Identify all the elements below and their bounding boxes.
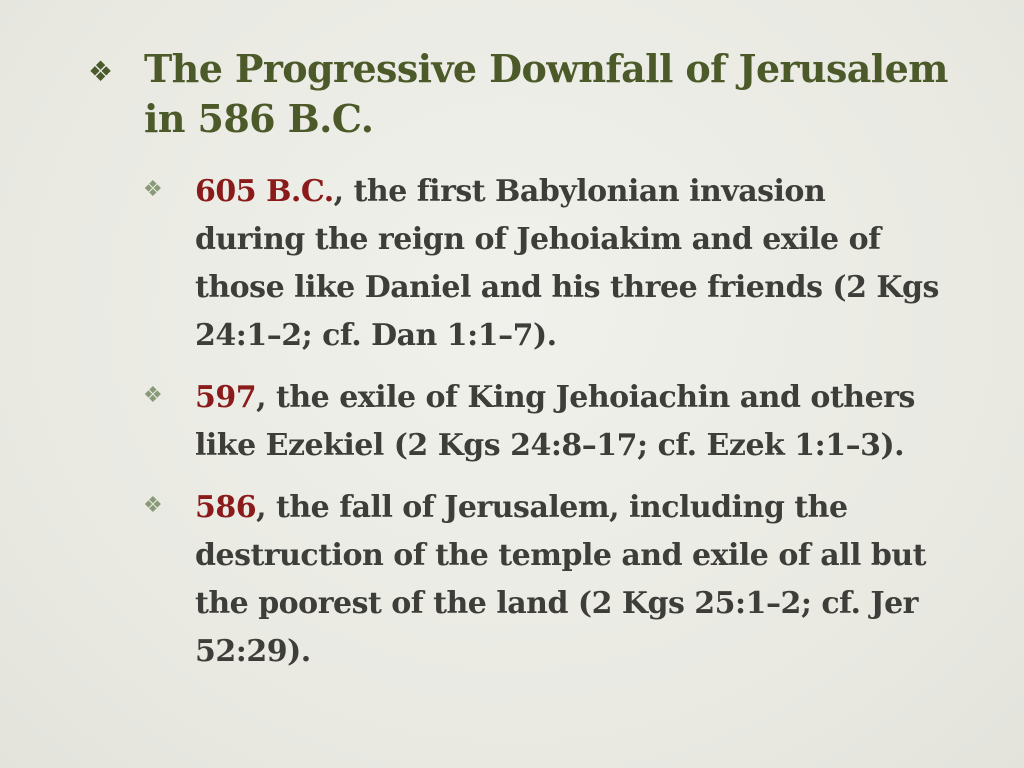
list-item-text bbox=[195, 168, 943, 360]
slide-title: The Progressive Downfall of Jerusalem in 586 B.C. bbox=[144, 46, 948, 141]
list-item-text bbox=[195, 484, 943, 676]
diamond-bullet-icon: ❖ bbox=[143, 383, 163, 408]
date-highlight: 605 B.C. bbox=[195, 174, 334, 209]
list-item bbox=[143, 374, 943, 470]
list-item bbox=[143, 168, 943, 360]
list-item-body: , the exile of King Jehoiachin and others like Ezekiel (2 Kgs 24:8–17; cf. Ezek 1:1–3). bbox=[195, 380, 915, 463]
diamond-bullet-icon: ❖ bbox=[88, 55, 114, 88]
list-item bbox=[143, 484, 943, 676]
date-highlight: 586 bbox=[195, 490, 257, 525]
list-item-body: , the fall of Jerusalem, including the destruction of the temple and exile of all but the poorest of the land (2 Kgs 25:1–2; cf. Jer 52:29). bbox=[195, 490, 927, 669]
diamond-bullet-icon: ❖ bbox=[143, 177, 163, 202]
list-item-text bbox=[195, 374, 943, 470]
list-item-body: , the first Babylonian invasion during the reign of Jehoiakim and exile of those like Daniel and his three friends (2 Kgs 24:1–2; cf. Dan 1:1–7). bbox=[195, 174, 939, 353]
date-highlight: 597 bbox=[195, 380, 257, 415]
bullet-list bbox=[143, 168, 943, 690]
slide-title-row bbox=[88, 44, 968, 144]
diamond-bullet-icon: ❖ bbox=[143, 493, 163, 518]
